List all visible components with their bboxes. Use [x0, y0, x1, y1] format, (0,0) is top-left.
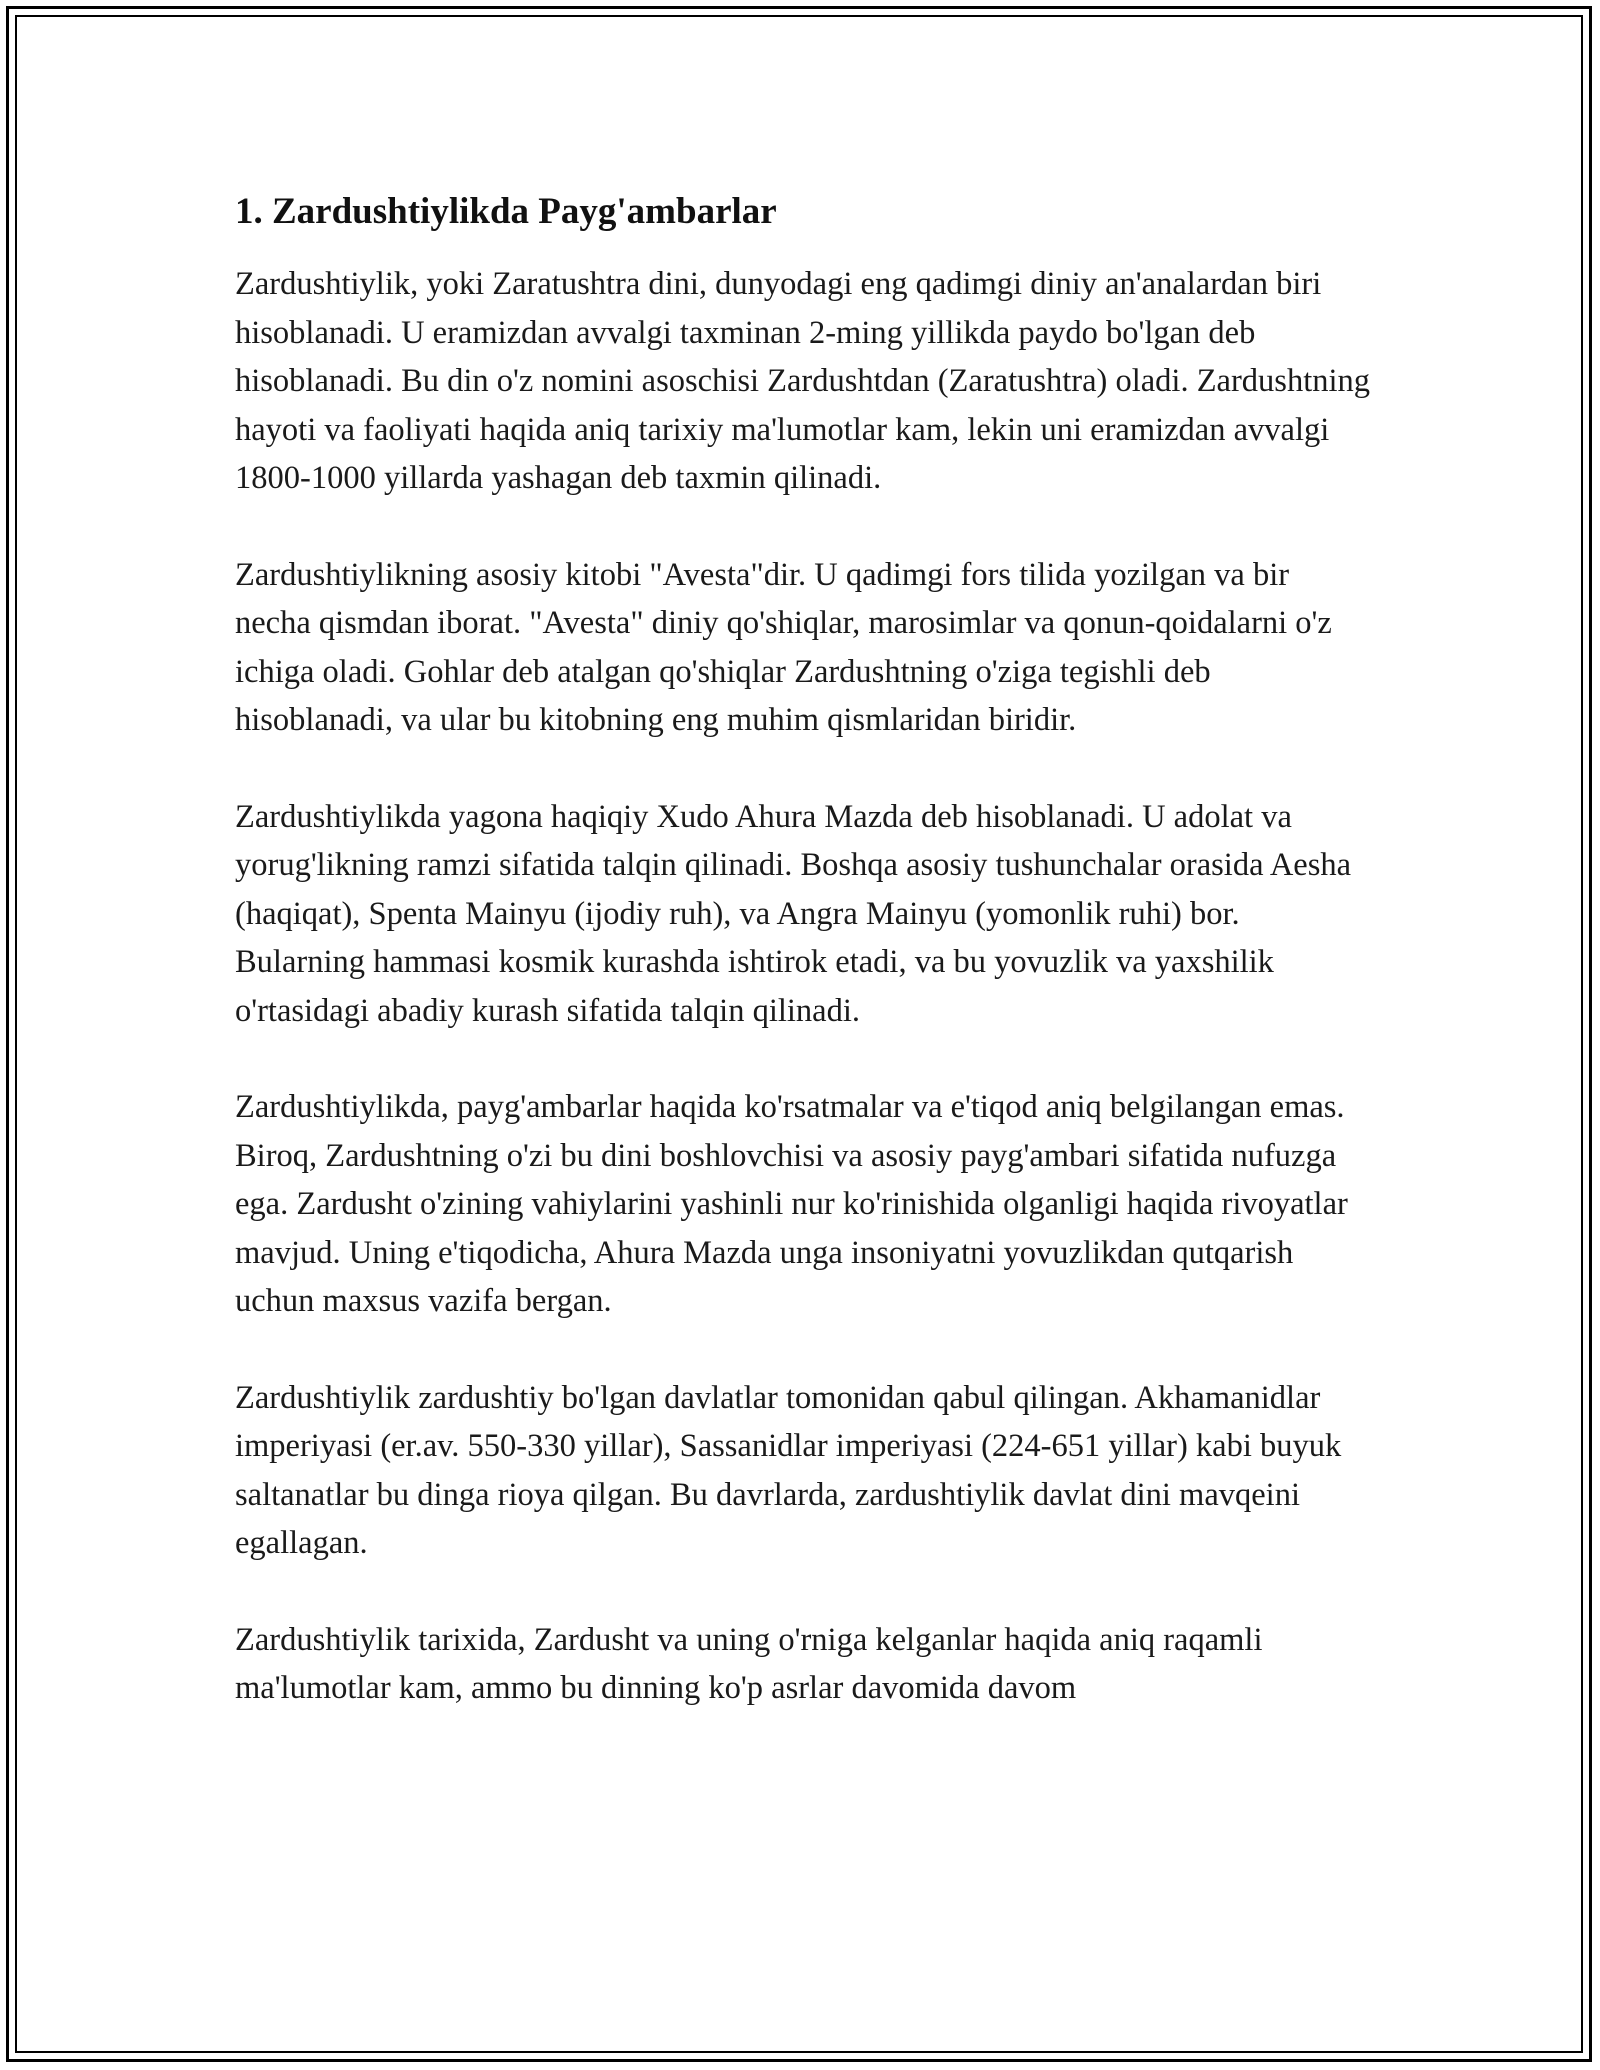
paragraph-prophets: Zardushtiylikda, payg'ambarlar haqida ko'rsatmalar va e'tiqod aniq belgilangan emas. Biroq, Zardushtning o'zi bu dini boshlovchisi va asosiy payg'ambari sifatida nufuzga ega. Zardusht o'zining vahiylarini yashinli nur ko'rinishida olganligi haqida rivoyatlar mavjud. Uning e'tiqodicha, Ahura Mazda unga insoniyatni yovuzlikdan qutqarish uchun maxsus vazifa bergan. [235, 1089, 1348, 1319]
document-body [235, 186, 1370, 1761]
page-title: 1. Zardushtiylikda Payg'ambarlar [235, 191, 777, 232]
paragraph-avesta: Zardushtiylikning asosiy kitobi "Avesta"dir. U qadimgi fors tilida yozilgan va bir necha qismdan iborat. "Avesta" diniy qo'shiqlar, marosimlar va qonun-qoidalarni o'z ichiga oladi. Gohlar deb atalgan qo'shiqlar Zardushtning o'ziga tegishli deb hisoblanadi, va ular bu kitobning eng muhim qismlaridan biridir. [235, 556, 1332, 738]
paragraph-intro: Zardushtiylik, yoki Zaratushtra dini, dunyodagi eng qadimgi diniy an'analardan biri hisoblanadi. U eramizdan avvalgi taxminan 2-ming yillikda paydo bo'lgan deb hisoblanadi. Bu din o'z nomini asoschisi Zardushtdan (Zaratushtra) oladi. Zardushtning hayoti va faoliyati haqida aniq tarixiy ma'lumotlar kam, lekin uni eramizdan avvalgi 1800-1000 yillarda yashagan deb taxmin qilinadi. [235, 266, 1371, 496]
paragraph-ahura-mazda: Zardushtiylikda yagona haqiqiy Xudo Ahura Mazda deb hisoblanadi. U adolat va yorug'likning ramzi sifatida talqin qilinadi. Boshqa asosiy tushunchalar orasida Aesha (haqiqat), Spenta Mainyu (ijodiy ruh), va Angra Mainyu (yomonlik ruhi) bor. Bularning hammasi kosmik kurashda ishtirok etadi, va bu yovuzlik va yaxshilik o'rtasidagi abadiy kurash sifatida talqin qilinadi. [235, 798, 1352, 1029]
paragraph-history: Zardushtiylik tarixida, Zardusht va uning o'rniga kelganlar haqida aniq raqamli ma'lumotlar kam, ammo bu dinning ko'p asrlar davomida davom [235, 1621, 1263, 1706]
paragraph-empires: Zardushtiylik zardushtiy bo'lgan davlatlar tomonidan qabul qilingan. Akhamanidlar imperiyasi (er.av. 550-330 yillar), Sassanidlar imperiyasi (224-651 yillar) kabi buyuk saltanatlar bu dinga rioya qilgan. Bu davrlarda, zardushtiylik davlat dini mavqeini egallagan. [235, 1379, 1342, 1561]
